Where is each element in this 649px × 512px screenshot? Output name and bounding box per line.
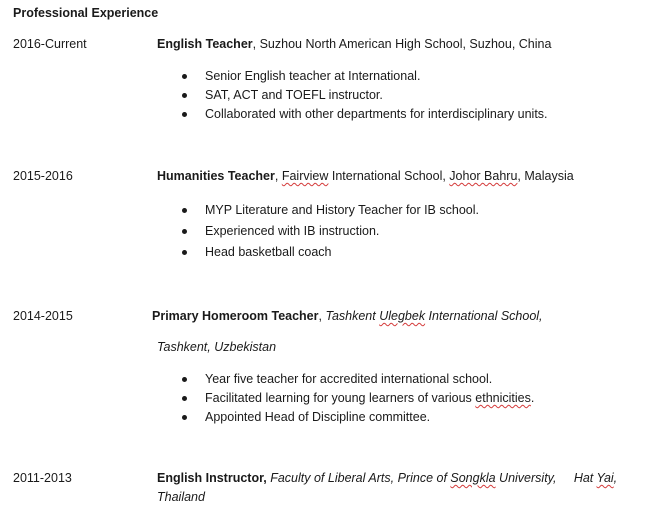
list-item	[180, 105, 548, 124]
bullet-icon	[182, 377, 187, 382]
list-item	[180, 221, 479, 242]
job-organization-part: Tashkent	[325, 309, 380, 323]
bullet-icon	[182, 229, 187, 234]
job-organization-part: University, Hat	[495, 471, 597, 485]
job-organization-part: Fairview	[281, 169, 329, 183]
job-bullet-list	[180, 200, 479, 263]
bullet-text: MYP Literature and History Teacher for IB school.	[205, 203, 479, 217]
job-title: Humanities Teacher	[157, 169, 275, 183]
job-title: English Instructor,	[157, 471, 267, 485]
job-organization-part: Ulegbek	[379, 309, 426, 323]
job-title: Primary Homeroom Teacher	[152, 309, 319, 323]
job-organization-line2: Tashkent, Uzbekistan	[157, 340, 277, 354]
bullet-text: Collaborated with other departments for interdisciplinary units.	[205, 107, 548, 121]
job-header	[157, 37, 551, 51]
list-item	[180, 86, 548, 105]
job-organization-part: ,	[613, 471, 618, 485]
list-item	[180, 242, 479, 263]
job-bullet-list	[180, 67, 548, 124]
bullet-text: Experienced with IB instruction.	[205, 224, 380, 238]
job-header	[157, 471, 617, 485]
bullet-text: SAT, ACT and TOEFL instructor.	[205, 88, 383, 102]
bullet-icon	[182, 250, 187, 255]
job-title-separator: ,	[318, 309, 326, 323]
job-organization-part: Faculty of Liberal Arts, Prince of	[266, 471, 451, 485]
bullet-icon	[182, 208, 187, 213]
list-item	[180, 200, 479, 221]
job-bullet-list	[180, 370, 534, 427]
job-header	[152, 309, 543, 323]
job-organization-part: Johor Bahru	[449, 169, 518, 183]
job-title: English Teacher	[157, 37, 253, 51]
bullet-text: Year five teacher for accredited international school.	[205, 372, 493, 386]
bullet-icon	[182, 93, 187, 98]
bullet-icon	[182, 396, 187, 401]
job-organization-part: Yai	[596, 471, 614, 485]
bullet-icon	[182, 74, 187, 79]
bullet-text: Facilitated learning for young learners of various	[205, 391, 476, 405]
job-organization: Suzhou North American High School, Suzhou, China	[259, 37, 552, 51]
bullet-text-part: .	[530, 391, 535, 405]
job-organization-part: Songkla	[450, 471, 496, 485]
bullet-text: Appointed Head of Discipline committee.	[205, 410, 431, 424]
job-organization-part: International School,	[425, 309, 543, 323]
job-title-separator: ,	[252, 37, 260, 51]
job-dates: 2011-2013	[13, 471, 72, 485]
bullet-text: Senior English teacher at International.	[205, 69, 421, 83]
list-item	[180, 370, 534, 389]
bullet-text: Head basketball coach	[205, 245, 332, 259]
list-item	[180, 67, 548, 86]
job-organization-part: , Malaysia	[517, 169, 574, 183]
job-dates: 2016-Current	[13, 37, 87, 51]
job-organization-line2: Thailand	[157, 490, 205, 504]
job-dates: 2014-2015	[13, 309, 73, 323]
job-organization-part: International School,	[328, 169, 450, 183]
job-dates: 2015-2016	[13, 169, 73, 183]
list-item	[180, 408, 534, 427]
job-header	[157, 169, 574, 183]
bullet-icon	[182, 415, 187, 420]
job-title-separator: ,	[274, 169, 282, 183]
bullet-text-part: ethnicities	[475, 391, 531, 405]
list-item	[180, 389, 534, 408]
bullet-icon	[182, 112, 187, 117]
section-heading: Professional Experience	[13, 6, 159, 20]
